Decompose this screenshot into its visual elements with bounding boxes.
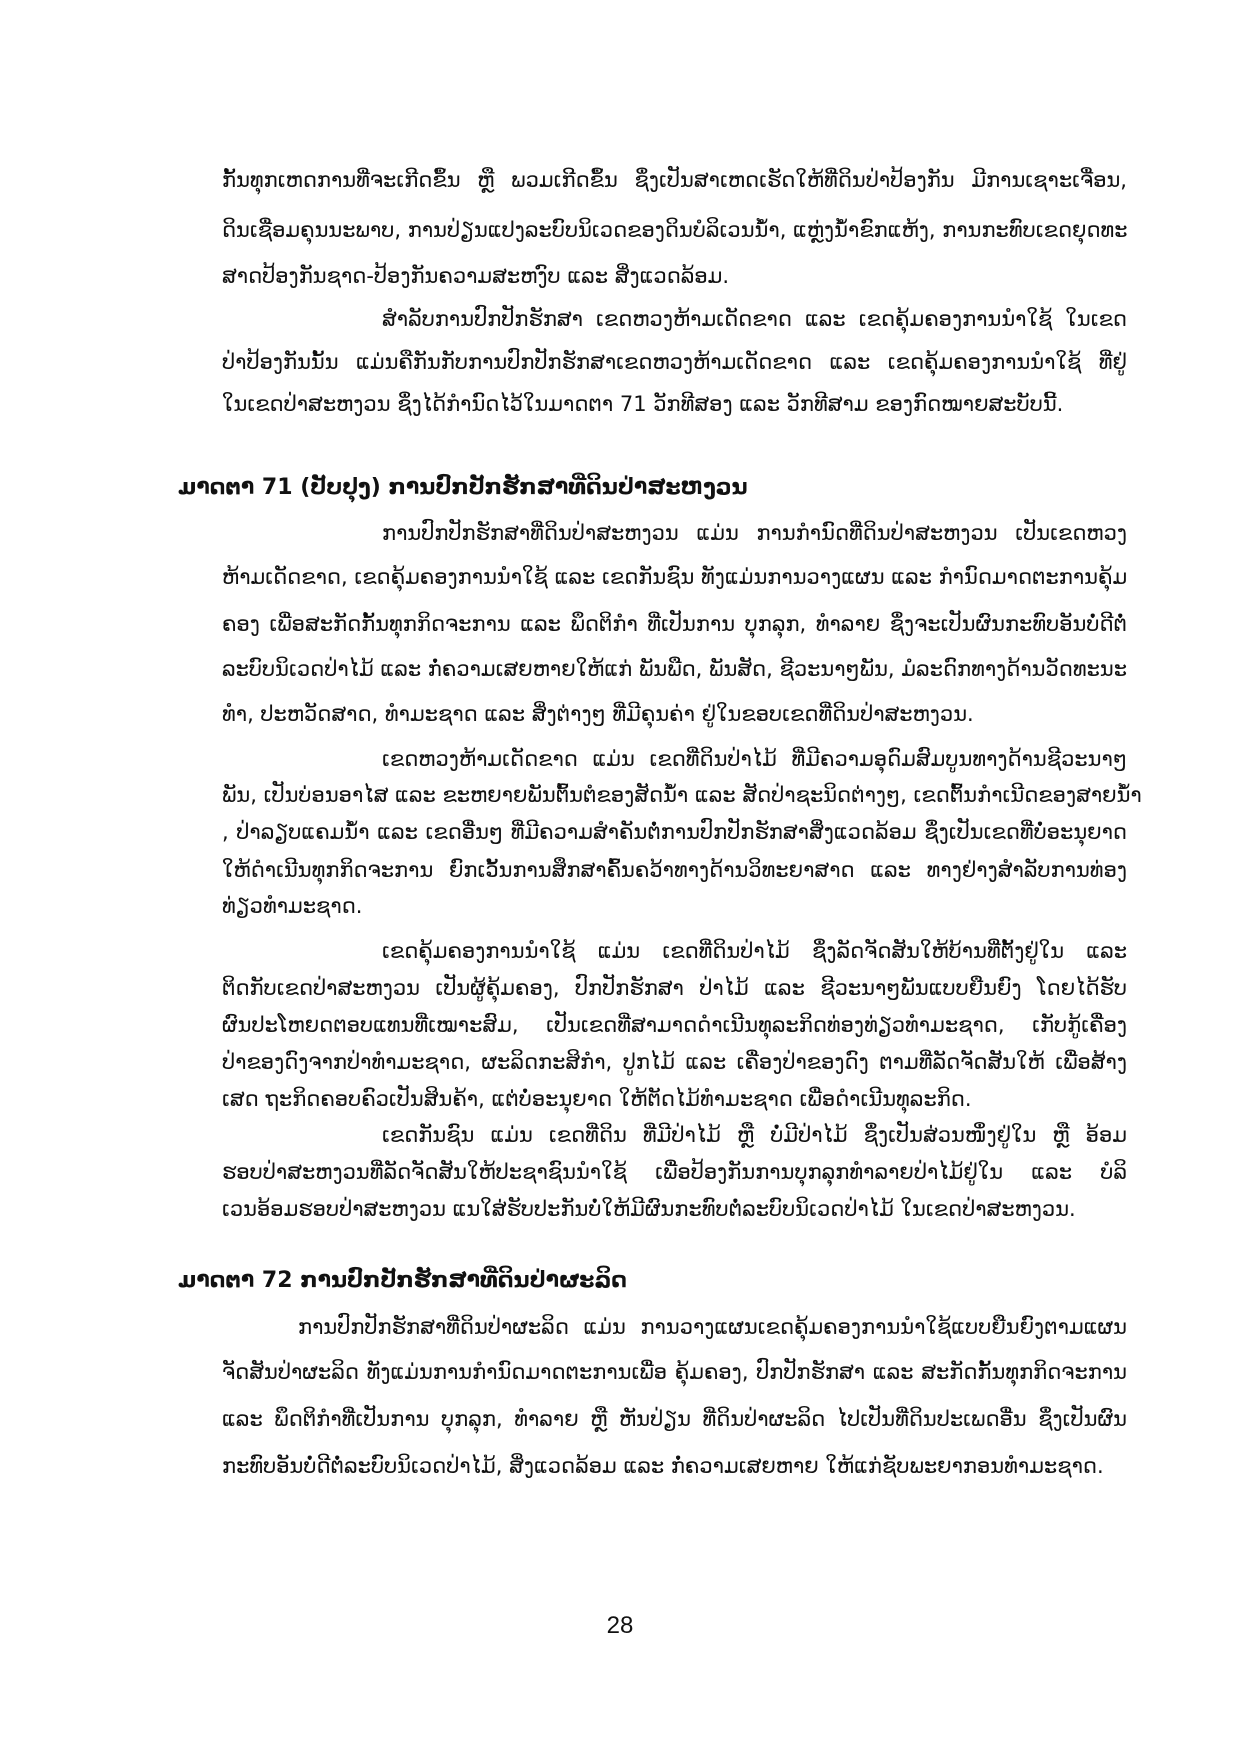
text-line: ແລະ ພຶດຕິກຳທີ່ເປັນການ ບຸກລຸກ, ທຳລາຍ ຫຼື ຫັນປ່ຽນ ທີ່ດິນປ່າຜະລິດ ໄປເປັນທີ່ດິນປະເພດອື່ນ ຊຶ່ງເປັນຜົນ [222, 1407, 1127, 1431]
text-line: ດິນເຊື່ອມຄຸນນະພາບ, ການປ່ຽນແປງລະບົບນິເວດຂອງດິນບໍລິເວນນ້ຳ, ແຫຼ່ງນ້ຳຂົກແຫ້ງ, ການກະທົບເຂດຍຸດທະ [222, 218, 1128, 242]
text-line: ຮອບປ່າສະຫງວນທີ່ລັດຈັດສັນໃຫ້ປະຊາຊົນນຳໃຊ້ ເພື່ອປ້ອງກັນການບຸກລຸກທຳລາຍປ່າໄມ້ຢູ່ໃນ ແລະ ບໍລິ [222, 1160, 1127, 1184]
text-line: ປ່າປ້ອງກັນນັ້ນ ແມ່ນຄືກັນກັບການປົກປັກຮັກສາເຂດຫວງຫ້າມເດັດຂາດ ແລະ ເຂດຄຸ້ມຄອງການນຳໃຊ້ ທີ່ຢູ່ [222, 350, 1127, 374]
text-line: ການປົກປັກຮັກສາທີ່ດິນປ່າສະຫງວນ ແມ່ນ ການກຳນົດທີ່ດິນປ່າສະຫງວນ ເປັນເຂດຫວງ [382, 521, 1127, 545]
text-line: ທຳ, ປະຫວັດສາດ, ທຳມະຊາດ ແລະ ສິ່ງຕ່າງໆ ທີ່ມີຄຸນຄ່າ ຢູ່ໃນຂອບເຂດທີ່ດິນປ່າສະຫງວນ. [222, 702, 974, 726]
text-line: ຈັດສັນປ່າຜະລິດ ທັງແມ່ນການກຳນົດມາດຕະການເພື່ອ ຄຸ້ມຄອງ, ປົກປັກຮັກສາ ແລະ ສະກັດກັ້ນທຸກກິດຈະການ [222, 1360, 1127, 1384]
text-line: ຕິດກັບເຂດປ່າສະຫງວນ ເປັນຜູ້ຄຸ້ມຄອງ, ປົກປັກຮັກສາ ປ່າໄມ້ ແລະ ຊີວະນາໆພັນແບບຍືນຍົງ ໂດຍໄດ້ຮັບ [222, 976, 1127, 1000]
text-line: ເສດ ຖະກິດຄອບຄົວເປັນສິນຄ້າ, ແຕ່ບໍ່ອະນຸຍາດ ໃຫ້ຕັດໄມ້ທຳມະຊາດ ເພື່ອດຳເນີນທຸລະກິດ. [222, 1087, 972, 1111]
text-line: ຄອງ ເພື່ອສະກັດກັ້ນທຸກກິດຈະການ ແລະ ພຶດຕິກຳ ທີ່ເປັນການ ບຸກລຸກ, ທຳລາຍ ຊຶ່ງຈະເປັນຜົນກະທົບອັນບໍ່ດີຕໍ່ [222, 612, 1127, 636]
article-71-title: ມາດຕາ 71 (ປັບປຸງ) ການປົກປັກຮັກສາທີ່ດິນປ່າສະຫງວນ [178, 475, 748, 500]
text-line: ໃຫ້ດຳເນີນທຸກກິດຈະການ ຍົກເວັ້ນການສຶກສາຄົ້ນຄວ້າທາງດ້ານວິທະຍາສາດ ແລະ ທາງຢ່າງສຳລັບການທ່ອງ [222, 858, 1127, 882]
text-line: ລະບົບນິເວດປ່າໄມ້ ແລະ ກໍ່ຄວາມເສຍຫາຍໃຫ້ແກ່ ພັນພືດ, ພັນສັດ, ຊີວະນາໆພັນ, ມໍລະດົກທາງດ້ານວັດທະນະ [222, 657, 1127, 681]
text-line: ພັນ, ເປັນບ່ອນອາໄສ ແລະ ຂະຫຍາຍພັນຕົ້ນຕໍຂອງສັດນ້ຳ ແລະ ສັດປ່າຊະນິດຕ່າງໆ, ເຂດຕົ້ນກຳເນີດຂອງສາຍນ້ຳ [222, 783, 1142, 807]
text-line: ເຂດກັນຊົນ ແມ່ນ ເຂດທີ່ດິນ ທີ່ມີປ່າໄມ້ ຫຼື ບໍ່ມີປ່າໄມ້ ຊຶ່ງເປັນສ່ວນໜຶ່ງຢູ່ໃນ ຫຼື ອ້ອມ [382, 1123, 1127, 1147]
text-line: ທ່ຽວທຳມະຊາດ. [222, 894, 363, 918]
text-line: ປ່າຂອງດົງຈາກປ່າທຳມະຊາດ, ຜະລິດກະສິກຳ, ປູກໄມ້ ແລະ ເຄື່ອງປ່າຂອງດົງ ຕາມທີ່ລັດຈັດສັນໃຫ້ ເພື່ອສ້າງ [222, 1050, 1127, 1074]
text-line: ກະທົບອັນບໍ່ດີຕໍ່ລະບົບນິເວດປ່າໄມ້, ສິ່ງແວດລ້ອມ ແລະ ກໍ່ຄວາມເສຍຫາຍ ໃຫ້ແກ່ຊັບພະຍາກອນທຳມະຊາດ. [222, 1454, 1104, 1478]
text-line: ເວນອ້ອມຮອບປ່າສະຫງວນ ແນໃສ່ຮັບປະກັນບໍ່ໃຫ້ມີຜົນກະທົບຕໍ່ລະບົບນິເວດປ່າໄມ້ ໃນເຂດປ່າສະຫງວນ. [222, 1197, 1076, 1221]
text-line: ສາດປ້ອງກັນຊາດ-ປ້ອງກັນຄວາມສະຫງົບ ແລະ ສິ່ງແວດລ້ອມ. [222, 264, 730, 288]
text-line: ກັ້ນທຸກເຫດການທີ່ຈະເກີດຂຶ້ນ ຫຼື ພວມເກີດຂຶ້ນ ຊຶ່ງເປັນສາເຫດເຮັດໃຫ້ທີ່ດິນປ່າປ້ອງກັນ ມີການເຊາະເຈື່ອນ, [222, 168, 1127, 192]
text-line: ໃນເຂດປ່າສະຫງວນ ຊຶ່ງໄດ້ກຳນົດໄວ້ໃນມາດຕາ 71 ວັກທີສອງ ແລະ ວັກທີສາມ ຂອງກົດໝາຍສະບັບນີ້. [222, 392, 1064, 416]
text-line: ຫ້າມເດັດຂາດ, ເຂດຄຸ້ມຄອງການນຳໃຊ້ ແລະ ເຂດກັນຊົນ ທັງແມ່ນການວາງແຜນ ແລະ ກຳນົດມາດຕະການຄຸ້ມ [222, 565, 1128, 589]
text-line: ເຂດຄຸ້ມຄອງການນຳໃຊ້ ແມ່ນ ເຂດທີ່ດິນປ່າໄມ້ ຊຶ່ງລັດຈັດສັນໃຫ້ບ້ານທີ່ຕັ້ງຢູ່ໃນ ແລະ [382, 939, 1127, 963]
page-number: 28 [606, 1612, 634, 1639]
text-line: ເຂດຫວງຫ້າມເດັດຂາດ ແມ່ນ ເຂດທີ່ດິນປ່າໄມ້ ທີ່ມີຄວາມອຸດົມສົມບູນທາງດ້ານຊີວະນາໆ [382, 747, 1127, 771]
text-line: ສຳລັບການປົກປັກຮັກສາ ເຂດຫວງຫ້າມເດັດຂາດ ແລະ ເຂດຄຸ້ມຄອງການນຳໃຊ້ ໃນເຂດ [382, 307, 1127, 331]
text-line: ການປົກປັກຮັກສາທີ່ດິນປ່າຜະລິດ ແມ່ນ ການວາງແຜນເຂດຄຸ້ມຄອງການນຳໃຊ້ແບບຍືນຍົງຕາມແຜນ [298, 1315, 1127, 1339]
text-line: ຜົນປະໂຫຍດຕອບແທນທີ່ເໝາະສົມ, ເປັນເຂດທີ່ສາມາດດຳເນີນທຸລະກິດທ່ອງທ່ຽວທຳມະຊາດ, ເກັບກູ້ເຄື່ອງ [222, 1013, 1127, 1037]
text-line: , ປ່າລຽບແຄມນ້ຳ ແລະ ເຂດອື່ນໆ ທີ່ມີຄວາມສຳຄັນຕໍ່ການປົກປັກຮັກສາສິ່ງແວດລ້ອມ ຊຶ່ງເປັນເຂດທີ່ບໍ່ອະນຸຍາດ [222, 820, 1127, 844]
article-72-title: ມາດຕາ 72 ການປົກປັກຮັກສາທີ່ດິນປ່າຜະລິດ [178, 1268, 627, 1293]
